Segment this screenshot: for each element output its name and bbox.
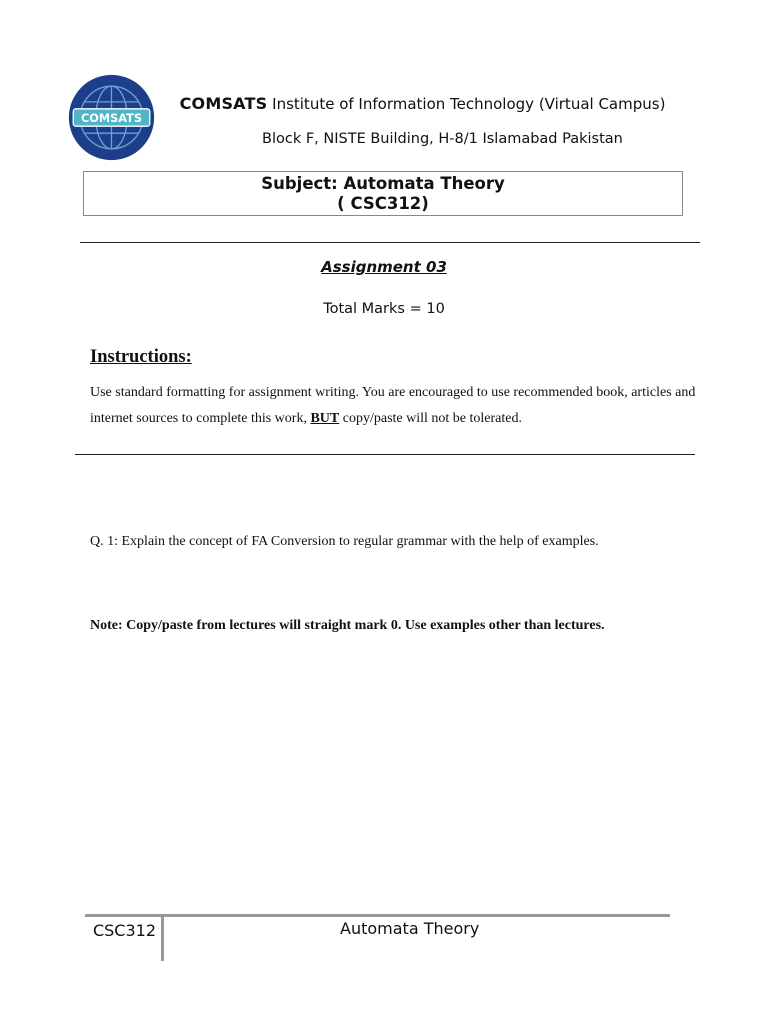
instructions-emphasis: BUT xyxy=(310,411,340,426)
subject-title: Subject: Automata Theory xyxy=(261,174,505,193)
subject-code: ( CSC312) xyxy=(337,194,429,213)
institute-brand: COMSATS xyxy=(179,94,268,113)
footer-course-code: CSC312 xyxy=(92,921,156,940)
divider-top xyxy=(80,242,700,243)
assignment-title: Assignment 03 xyxy=(321,258,447,276)
instructions-text-end: copy/paste will not be tolerated. xyxy=(339,411,522,426)
instructions-text-start: Use standard formatting for assignment writing. You are encouraged to use recommended book, articles and internet sources to complete this work, xyxy=(90,385,696,426)
comsats-logo xyxy=(68,74,155,161)
footer-subject: Automata Theory xyxy=(340,919,480,938)
instructions-heading: Instructions: xyxy=(90,347,192,367)
svg-text:COMSATS: COMSATS xyxy=(81,111,142,125)
footer-divider xyxy=(161,917,164,961)
institute-address: Block F, NISTE Building, H-8/1 Islamabad Pakistan xyxy=(262,131,623,147)
footer-rule xyxy=(85,914,670,917)
institute-name-rest: Institute of Information Technology (Virtual Campus) xyxy=(272,95,666,113)
total-marks: Total Marks = 10 xyxy=(323,301,445,317)
subject-box xyxy=(83,171,683,216)
divider-bottom xyxy=(75,454,695,455)
institute-name xyxy=(160,94,685,114)
question-1: Q. 1: Explain the concept of FA Conversion to regular grammar with the help of examples. xyxy=(90,534,599,549)
instructions-text xyxy=(90,380,700,432)
note: Note: Copy/paste from lectures will straight mark 0. Use examples other than lectures. xyxy=(90,618,605,633)
